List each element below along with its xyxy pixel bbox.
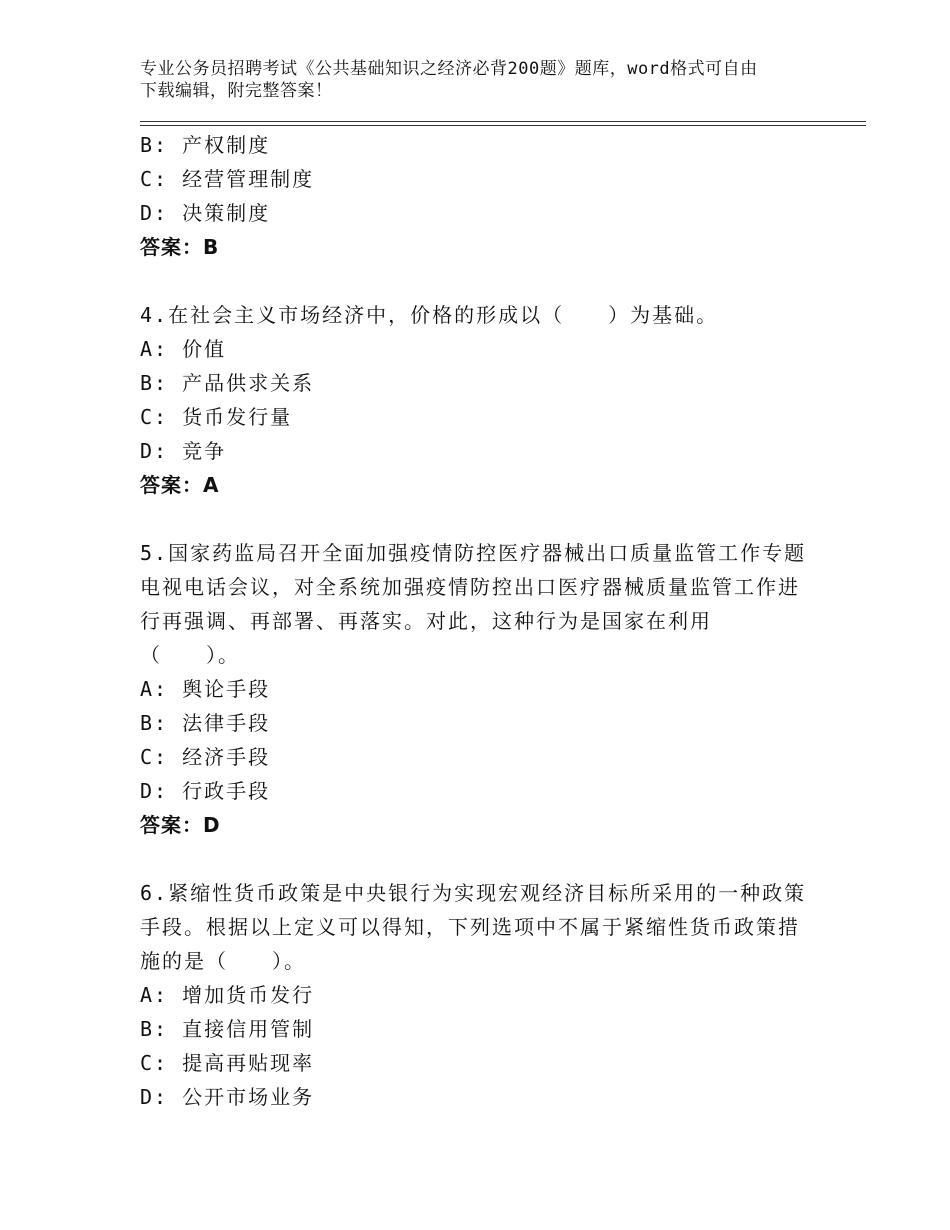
question-stem: 4.在社会主义市场经济中，价格的形成以（ ）为基础。 xyxy=(140,303,719,327)
option-a: A: 舆论手段 xyxy=(140,677,271,701)
document-body xyxy=(140,128,820,1114)
question-5 xyxy=(140,536,820,842)
answer: 答案：B xyxy=(140,235,220,259)
option-b: B: 产品供求关系 xyxy=(140,371,315,395)
option-c: C: 经济手段 xyxy=(140,745,271,769)
question-stem: 施的是（ ）。 xyxy=(140,949,306,973)
question-4 xyxy=(140,298,820,502)
question-3-tail xyxy=(140,128,820,264)
option-d: D: 公开市场业务 xyxy=(140,1085,315,1109)
question-stem: 行再强调、再部署、再落实。对此，这种行为是国家在利用 xyxy=(140,609,712,633)
question-6 xyxy=(140,876,820,1114)
question-stem: 电视电话会议，对全系统加强疫情防控出口医疗器械质量监管工作进 xyxy=(140,575,800,599)
question-stem: 手段。根据以上定义可以得知，下列选项中不属于紧缩性货币政策措 xyxy=(140,915,800,939)
header-line-2: 下载编辑，附完整答案！ xyxy=(140,81,333,101)
answer: 答案：A xyxy=(140,473,220,497)
option-d: D: 决策制度 xyxy=(140,201,271,225)
option-a: A: 价值 xyxy=(140,337,227,361)
option-c: C: 经营管理制度 xyxy=(140,167,315,191)
document-header xyxy=(140,58,820,102)
option-b: B: 直接信用管制 xyxy=(140,1017,315,1041)
header-divider-bottom xyxy=(140,125,866,126)
answer: 答案：D xyxy=(140,813,221,837)
option-b: B: 法律手段 xyxy=(140,711,271,735)
question-stem: 5.国家药监局召开全面加强疫情防控医疗器械出口质量监管工作专题 xyxy=(140,541,807,565)
header-line-1: 专业公务员招聘考试《公共基础知识之经济必背200题》题库，word格式可自由 xyxy=(140,59,758,79)
option-c: C: 货币发行量 xyxy=(140,405,293,429)
option-d: D: 竞争 xyxy=(140,439,227,463)
question-stem: 6.紧缩性货币政策是中央银行为实现宏观经济目标所采用的一种政策 xyxy=(140,881,807,905)
option-d: D: 行政手段 xyxy=(140,779,271,803)
option-b: B: 产权制度 xyxy=(140,133,271,157)
option-a: A: 增加货币发行 xyxy=(140,983,315,1007)
question-stem: （ ）。 xyxy=(140,643,240,667)
option-c: C: 提高再贴现率 xyxy=(140,1051,315,1075)
header-divider-top xyxy=(140,121,866,122)
